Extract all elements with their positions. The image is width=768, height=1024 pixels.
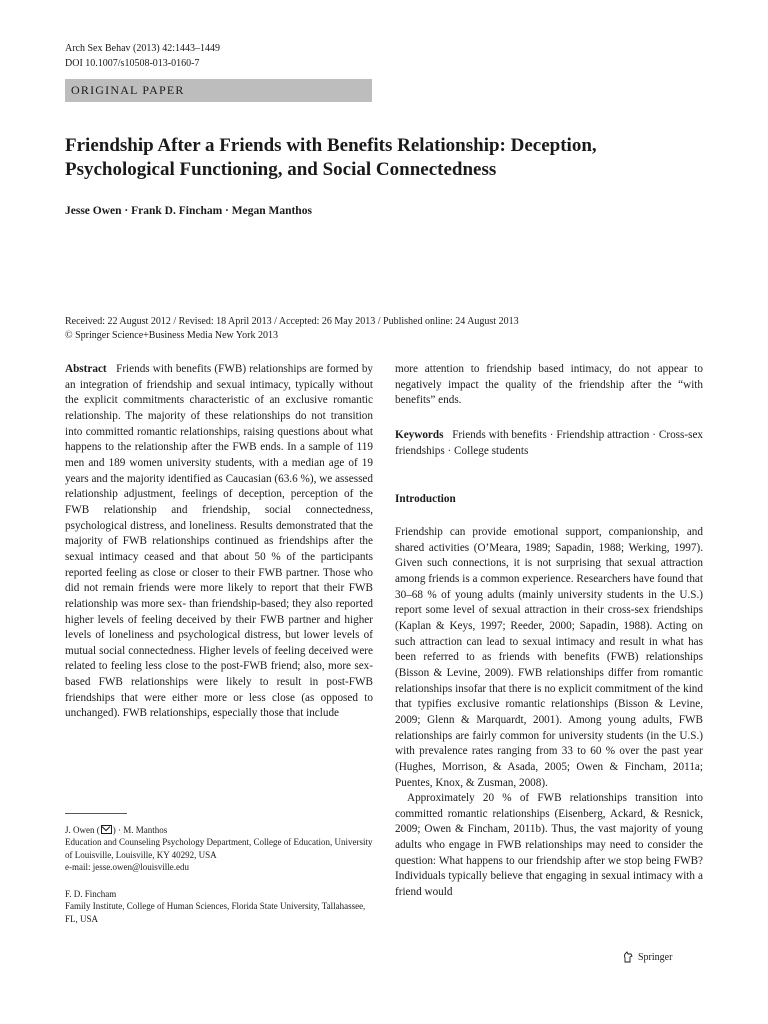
abstract-column [65, 362, 373, 722]
affiliation-department-fincham: Family Institute, College of Human Sciences, Florida State University, Tallahassee, FL, USA [65, 901, 366, 924]
affiliation-fincham [65, 888, 373, 925]
article-type-badge: ORIGINAL PAPER [65, 79, 372, 102]
paper-title-line-1: Friendship After a Friends with Benefits Relationship: Deception, [65, 135, 597, 156]
author-list: Jesse Owen · Frank D. Fincham · Megan Manthos [65, 205, 312, 217]
section-heading-introduction: Introduction [395, 493, 456, 505]
publisher-name: Springer [638, 951, 673, 963]
copyright-line: © Springer Science+Business Media New York 2013 [65, 329, 278, 341]
affiliation-name-manthos: · M. Manthos [115, 825, 168, 835]
envelope-icon[interactable] [101, 825, 112, 834]
footnote-divider [65, 813, 127, 814]
received-dates: Received: 22 August 2012 / Revised: 18 April 2013 / Accepted: 26 May 2013 / Published online: 24 August 2013 [65, 316, 519, 327]
affiliation-owen-manthos [65, 824, 373, 873]
abstract-text: Friends with benefits (FWB) relationships are formed by an integration of friendship and sexual intimacy, typically without the explicit commitments characteristic of an exclusive romantic relationship. The majority of these relationships do not transition into committed romantic relationships, raising questions about what happens to the relationship after the FWB ends. In a sample of 119 men and 189 women university students, with a median age of 19 years and the majority identified as Caucasian (63.6 %), we assessed relationship adjustment, feelings of deception, perception of the FWB relationship and friendship, social connectedness, psychological distress, and loneliness. Results demonstrated that the majority of FWB relationships continued as friendships after the sexual intimacy ceased and that about 50 % of the participants reported feeling as close or closer to their FWB partner. Those who did not remain friends were more likely to report that their FWB relationship was more sex- than friendship-based; they also reported higher levels of feeling deceived by their FWB partner and higher levels of loneliness and psychological distress, but lower levels of mutual social connectedness. Higher levels of feeling deceived were related to feeling less close to the post-FWB friend; also, more sex-based FWB relationships were likely to result in post-FWB friendships that were either more or less close (as opposed to unchanged). FWB relationships, especially those that include [65, 363, 374, 720]
journal-header [65, 41, 220, 71]
affiliation-name-owen: J. Owen [65, 825, 95, 835]
introduction-paragraph-2: Approximately 20 % of FWB relationships transition into committed romantic relationships (Eisenberg, Ackard, & Resnick, 2009; Owen & Fincham, 2011b). Thus, the vast majority of young adults who engage in FWB relationships may need to consider the question: What happens to our friendship after we stop being FWB? Individuals typically believe that engaging in sexual intimacy with a friend would [395, 792, 703, 899]
keywords-paragraph [395, 428, 703, 459]
journal-doi[interactable]: DOI 10.1007/s10508-013-0160-7 [65, 58, 200, 69]
affiliation-names: J. Owen ( ) · M. Manthos [65, 825, 168, 835]
keywords-text: Friends with benefits · Friendship attraction · Cross-sex friendships · College students [395, 429, 704, 457]
introduction-body [395, 525, 703, 901]
introduction-paragraph-1: Friendship can provide emotional support, companionship, and shared activities (O’Meara, 1989; Sapadin, 1988; Werking, 1997). Given such connections, it is not surprising that sexual attraction among friends is a common experience. Researchers have found that 30–68 % of young adults (mainly university students in the U.S.) report some level of sexual attraction in their cross-sex friendships (Kaplan & Keys, 1997; Reeder, 2000; Sapadin, 1988). Acting on such attraction can lead to sexual intimacy and result in what has been referred to as friends with benefits (FWB) relationships (Bisson & Levine, 2009). FWB relationships differ from romantic relationships insofar that there is no explicit commitment of the kind that typifies exclusive romantic relationships (Bisson & Levine, 2009; Glenn & Marquardt, 2001). Among young adults, FWB relationships are fairly common for university students (in the U.S.) with prevalence rates ranging from 33 to 60 % over the past year (Hughes, Morrison, & Asada, 2005; Owen & Fincham, 2011a; Puentes, Knox, & Zusman, 2008). [395, 526, 703, 789]
abstract-continued-text: more attention to friendship based intimacy, do not appear to negatively impact the quality of the friendship after the “with benefits” ends. [395, 363, 703, 407]
affiliation-email[interactable]: e-mail: jesse.owen@louisville.edu [65, 861, 190, 872]
keywords-label: Keywords [395, 429, 444, 441]
affiliation-name-fincham: F. D. Fincham [65, 889, 117, 899]
paper-title-line-2: Psychological Functioning, and Social Connectedness [65, 159, 497, 180]
abstract-paragraph [65, 362, 373, 722]
publication-history [65, 315, 715, 342]
springer-horse-icon [622, 951, 634, 963]
affiliation-department: Education and Counseling Psychology Department, College of Education, University of Louisville, Louisville, KY 40292, USA [65, 837, 373, 860]
paper-title [65, 134, 715, 182]
abstract-label: Abstract [65, 363, 107, 375]
journal-citation: Arch Sex Behav (2013) 42:1443–1449 [65, 43, 220, 54]
keywords-block [395, 428, 703, 459]
abstract-continued [395, 362, 703, 409]
publisher-logo [622, 951, 672, 963]
